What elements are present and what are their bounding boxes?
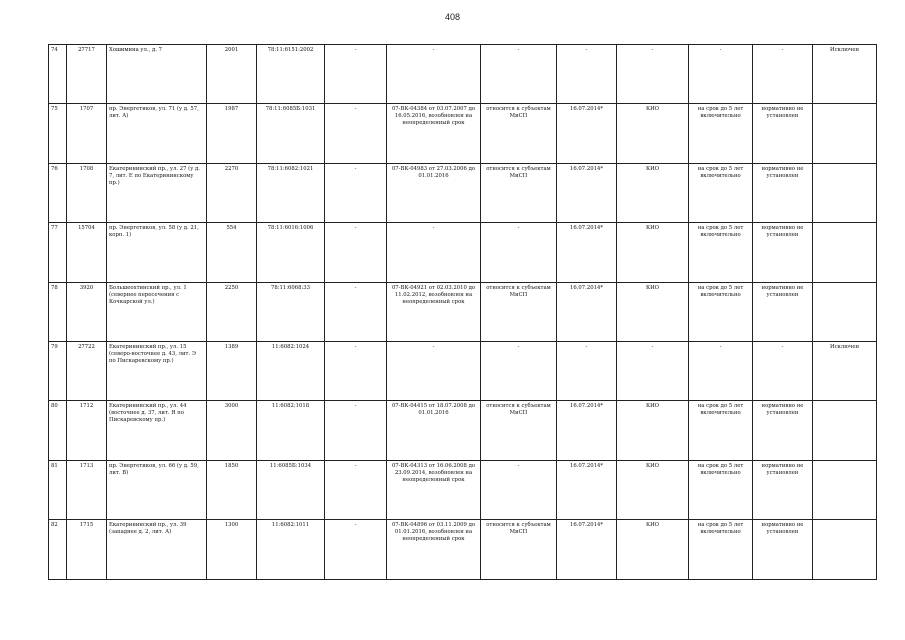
area-cell: 2250 <box>207 282 257 341</box>
object-id-cell: 15704 <box>67 223 107 282</box>
demand-cell: - <box>753 45 813 104</box>
address-cell: пр. Энергетиков, ул. 58 (у д. 21, корп. 1) <box>107 223 207 282</box>
order-info-cell: - <box>387 341 481 400</box>
row-number-cell: 78 <box>49 282 67 341</box>
note-cell <box>813 223 877 282</box>
object-id-cell: 27722 <box>67 341 107 400</box>
object-id-cell: 3920 <box>67 282 107 341</box>
object-id-cell: 1707 <box>67 104 107 163</box>
order-info-cell: 07-ВК-04313 от 16.06.2008 до 23.09.2014, возобновлен на неопределенный срок <box>387 460 481 519</box>
date-cell: - <box>557 341 617 400</box>
demand-cell: - <box>753 341 813 400</box>
note-cell <box>813 282 877 341</box>
table-row <box>49 163 877 222</box>
row-number-cell: 77 <box>49 223 67 282</box>
column-5-cell: - <box>325 401 387 460</box>
area-cell: 554 <box>207 223 257 282</box>
cadastral-number-cell: 78:11:6082:1021 <box>257 163 325 222</box>
order-info-cell: 07-ВК-04415 от 18.07.2008 до 01.01.2016 <box>387 401 481 460</box>
address-cell: Екатерининский пр., ул. 39 (западнее д. 2, лит. А) <box>107 520 207 579</box>
cadastral-number-cell: 78:11:6068:33 <box>257 282 325 341</box>
date-cell: 16.07.2014* <box>557 282 617 341</box>
address-cell: Екатерининский пр., ул. 15 (северо-восточнее д. 43, лит. Э по Пискаревскому пр.) <box>107 341 207 400</box>
column-5-cell: - <box>325 104 387 163</box>
subject-status-cell: относится к субъектам МиСП <box>481 401 557 460</box>
address-cell: пр. Энергетиков, ул. 66 (у д. 59, лит. В) <box>107 460 207 519</box>
table-row <box>49 104 877 163</box>
order-info-cell: - <box>387 45 481 104</box>
table-row <box>49 282 877 341</box>
note-cell: Исключен <box>813 45 877 104</box>
organization-cell: КИО <box>617 223 689 282</box>
demand-cell: нормативно не установлен <box>753 104 813 163</box>
row-number-cell: 81 <box>49 460 67 519</box>
term-cell: на срок до 5 лет включительно <box>689 401 753 460</box>
note-cell: Исключен <box>813 341 877 400</box>
organization-cell: КИО <box>617 401 689 460</box>
address-cell: Екатерининский пр., ул. 44 (восточнее д. 37, лит. Я по Пискаревскому пр.) <box>107 401 207 460</box>
date-cell: 16.07.2014* <box>557 104 617 163</box>
note-cell <box>813 104 877 163</box>
cadastral-number-cell: 78:11:6016:1006 <box>257 223 325 282</box>
date-cell: 16.07.2014* <box>557 460 617 519</box>
area-cell: 1300 <box>207 520 257 579</box>
area-cell: 1389 <box>207 341 257 400</box>
column-5-cell: - <box>325 223 387 282</box>
table-row <box>49 460 877 519</box>
column-5-cell: - <box>325 341 387 400</box>
area-cell: 1850 <box>207 460 257 519</box>
row-number-cell: 76 <box>49 163 67 222</box>
organization-cell: КИО <box>617 104 689 163</box>
cadastral-number-cell: 11:6082:1018 <box>257 401 325 460</box>
column-5-cell: - <box>325 520 387 579</box>
subject-status-cell: - <box>481 223 557 282</box>
column-5-cell: - <box>325 45 387 104</box>
order-info-cell: - <box>387 223 481 282</box>
row-number-cell: 75 <box>49 104 67 163</box>
order-info-cell: 07-ВК-04896 от 03.11.2009 до 01.01.2016, возобновлен на неопределенный срок <box>387 520 481 579</box>
column-5-cell: - <box>325 163 387 222</box>
table-row <box>49 341 877 400</box>
subject-status-cell: относится к субъектам МиСП <box>481 163 557 222</box>
term-cell: на срок до 5 лет включительно <box>689 282 753 341</box>
subject-status-cell: - <box>481 460 557 519</box>
note-cell <box>813 401 877 460</box>
row-number-cell: 82 <box>49 520 67 579</box>
object-id-cell: 1713 <box>67 460 107 519</box>
term-cell: - <box>689 45 753 104</box>
subject-status-cell: - <box>481 341 557 400</box>
demand-cell: нормативно не установлен <box>753 460 813 519</box>
column-5-cell: - <box>325 460 387 519</box>
table-row <box>49 223 877 282</box>
date-cell: 16.07.2014* <box>557 163 617 222</box>
demand-cell: нормативно не установлен <box>753 282 813 341</box>
order-info-cell: 07-ВК-04384 от 03.07.2007 до 16.05.2016, возобновлен на неопределенный срок <box>387 104 481 163</box>
term-cell: - <box>689 341 753 400</box>
row-number-cell: 74 <box>49 45 67 104</box>
organization-cell: - <box>617 341 689 400</box>
object-id-cell: 1715 <box>67 520 107 579</box>
order-info-cell: 07-ВК-04921 от 02.03.2010 до 11.02.2012, возобновлен на неопределенный срок <box>387 282 481 341</box>
organization-cell: КИО <box>617 520 689 579</box>
demand-cell: нормативно не установлен <box>753 401 813 460</box>
subject-status-cell: относится к субъектам МиСП <box>481 104 557 163</box>
date-cell: - <box>557 45 617 104</box>
cadastral-number-cell: 11:6082:1011 <box>257 520 325 579</box>
object-id-cell: 1708 <box>67 163 107 222</box>
table-row <box>49 401 877 460</box>
object-id-cell: 1712 <box>67 401 107 460</box>
address-cell: Большеохтинский пр., ул. 1 (севернее пересечения с Кочкарской ул.) <box>107 282 207 341</box>
cadastral-number-cell: 78:11:6085Б:1031 <box>257 104 325 163</box>
demand-cell: нормативно не установлен <box>753 163 813 222</box>
subject-status-cell: относится к субъектам МиСП <box>481 282 557 341</box>
note-cell <box>813 520 877 579</box>
column-5-cell: - <box>325 282 387 341</box>
date-cell: 16.07.2014* <box>557 223 617 282</box>
cadastral-number-cell: 78:11:6151:2002 <box>257 45 325 104</box>
subject-status-cell: относится к субъектам МиСП <box>481 520 557 579</box>
area-cell: 1987 <box>207 104 257 163</box>
address-cell: пр. Энергетиков, ул. 71 (у д. 57, лит. А) <box>107 104 207 163</box>
address-cell: Екатерининский пр., ул. 27 (у д. 7, лит. Е по Екатерининскому пр.) <box>107 163 207 222</box>
organization-cell: КИО <box>617 460 689 519</box>
subject-status-cell: - <box>481 45 557 104</box>
table-row <box>49 45 877 104</box>
term-cell: на срок до 5 лет включительно <box>689 520 753 579</box>
term-cell: на срок до 5 лет включительно <box>689 223 753 282</box>
page-number: 408 <box>444 12 461 22</box>
order-info-cell: 07-ВК-04983 от 27.03.2006 до 01.01.2016 <box>387 163 481 222</box>
term-cell: на срок до 5 лет включительно <box>689 163 753 222</box>
address-cell: Хошимина ул., д. 7 <box>107 45 207 104</box>
demand-cell: нормативно не установлен <box>753 520 813 579</box>
date-cell: 16.07.2014* <box>557 520 617 579</box>
note-cell <box>813 163 877 222</box>
organization-cell: - <box>617 45 689 104</box>
row-number-cell: 79 <box>49 341 67 400</box>
object-id-cell: 27717 <box>67 45 107 104</box>
area-cell: 3000 <box>207 401 257 460</box>
demand-cell: нормативно не установлен <box>753 223 813 282</box>
area-cell: 2270 <box>207 163 257 222</box>
area-cell: 2001 <box>207 45 257 104</box>
table-row <box>49 520 877 579</box>
document-table <box>48 44 877 580</box>
term-cell: на срок до 5 лет включительно <box>689 460 753 519</box>
organization-cell: КИО <box>617 163 689 222</box>
cadastral-number-cell: 11:6085Б:1034 <box>257 460 325 519</box>
row-number-cell: 80 <box>49 401 67 460</box>
date-cell: 16.07.2014* <box>557 401 617 460</box>
note-cell <box>813 460 877 519</box>
term-cell: на срок до 5 лет включительно <box>689 104 753 163</box>
organization-cell: КИО <box>617 282 689 341</box>
cadastral-number-cell: 11:6082:1024 <box>257 341 325 400</box>
